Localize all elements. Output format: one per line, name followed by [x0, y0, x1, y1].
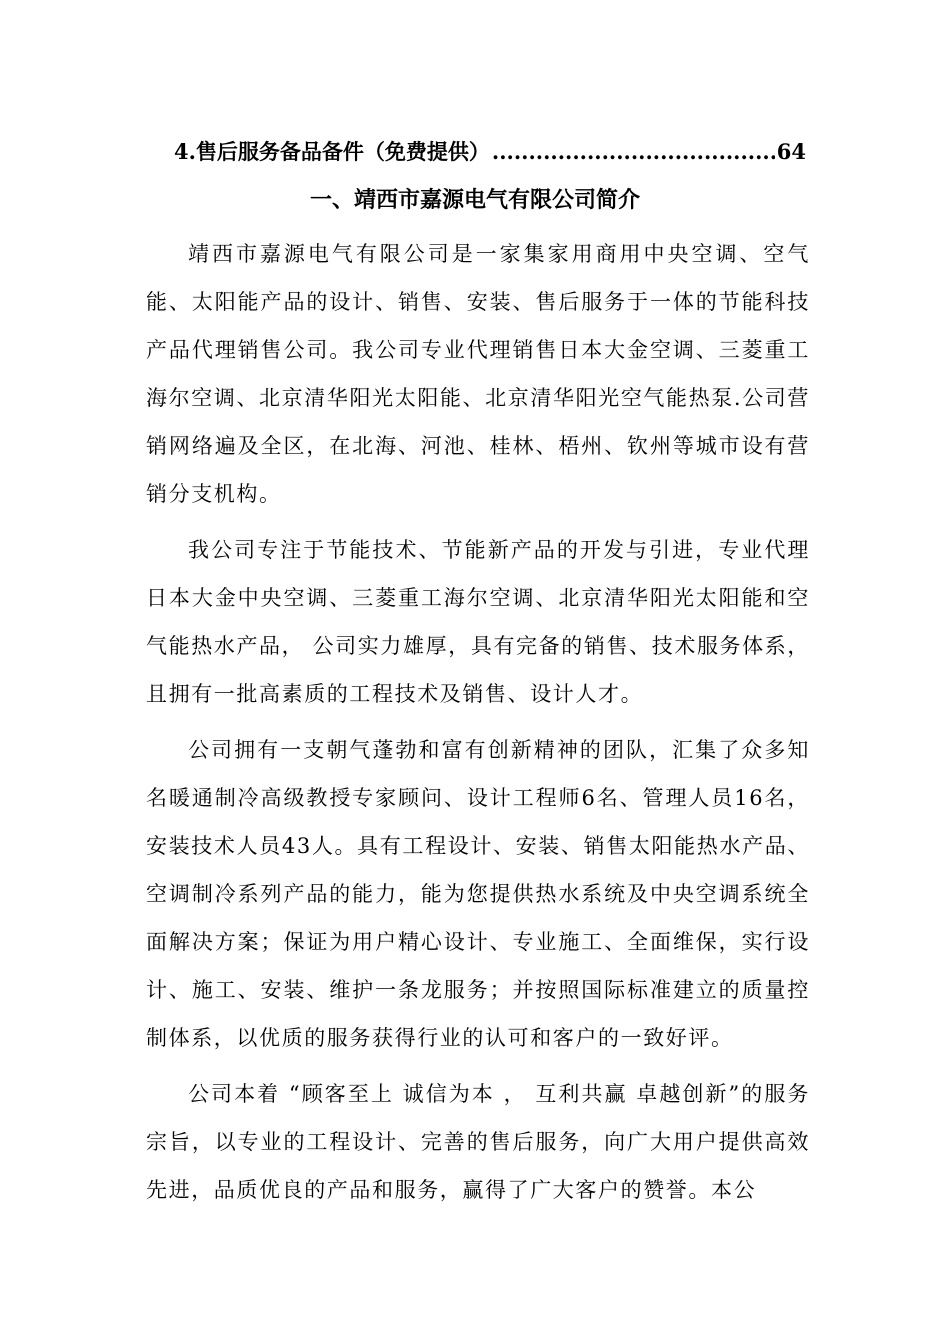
- section-heading: 一、靖西市嘉源电气有限公司简介: [309, 187, 640, 213]
- toc-leader-dots: [492, 136, 775, 168]
- toc-page-number: 64: [776, 139, 806, 164]
- paragraph: 我公司专注于节能技术、节能新产品的开发与引进，专业代理日本大金中央空调、三菱重工海尔空调、北京清华阳光太阳能和空气能热水产品， 公司实力雄厚，具有完备的销售、技术服务体系，且拥有一批高素质的工程技术及销售、设计人才。: [146, 538, 810, 706]
- toc-entry[interactable]: [174, 136, 806, 168]
- body-text: [146, 230, 810, 1222]
- paragraph: 公司本着 “顾客至上 诚信为本 ， 互利共赢 卓越创新”的服务宗旨，以专业的工程设计、完善的售后服务，向广大用户提供高效先进，品质优良的产品和服务，赢得了广大客户的赞誉。本公: [146, 1082, 810, 1202]
- paragraph: 公司拥有一支朝气蓬勃和富有创新精神的团队，汇集了众多知名暖通制冷高级教授专家顾问、设计工程师6名、管理人员16名，安装技术人员43人。具有工程设计、安装、销售太阳能热水产品、空调制冷系列产品的能力，能为您提供热水系统及中央空调系统全面解决方案；保证为用户精心设计、专业施工、全面维保，实行设计、施工、安装、维护一条龙服务；并按照国际标准建立的质量控制体系，以优质的服务获得行业的认可和客户的一致好评。: [146, 738, 810, 1050]
- paragraph: 靖西市嘉源电气有限公司是一家集家用商用中央空调、空气能、太阳能产品的设计、销售、安装、售后服务于一体的节能科技产品代理销售公司。我公司专业代理销售日本大金空调、三菱重工海尔空调、北京清华阳光太阳能、北京清华阳光空气能热泵.公司营销网络遍及全区，在北海、河池、桂林、梧州、钦州等城市设有营销分支机构。: [146, 242, 810, 506]
- toc-entry-title: 4.售后服务备品备件（免费提供）: [174, 139, 490, 164]
